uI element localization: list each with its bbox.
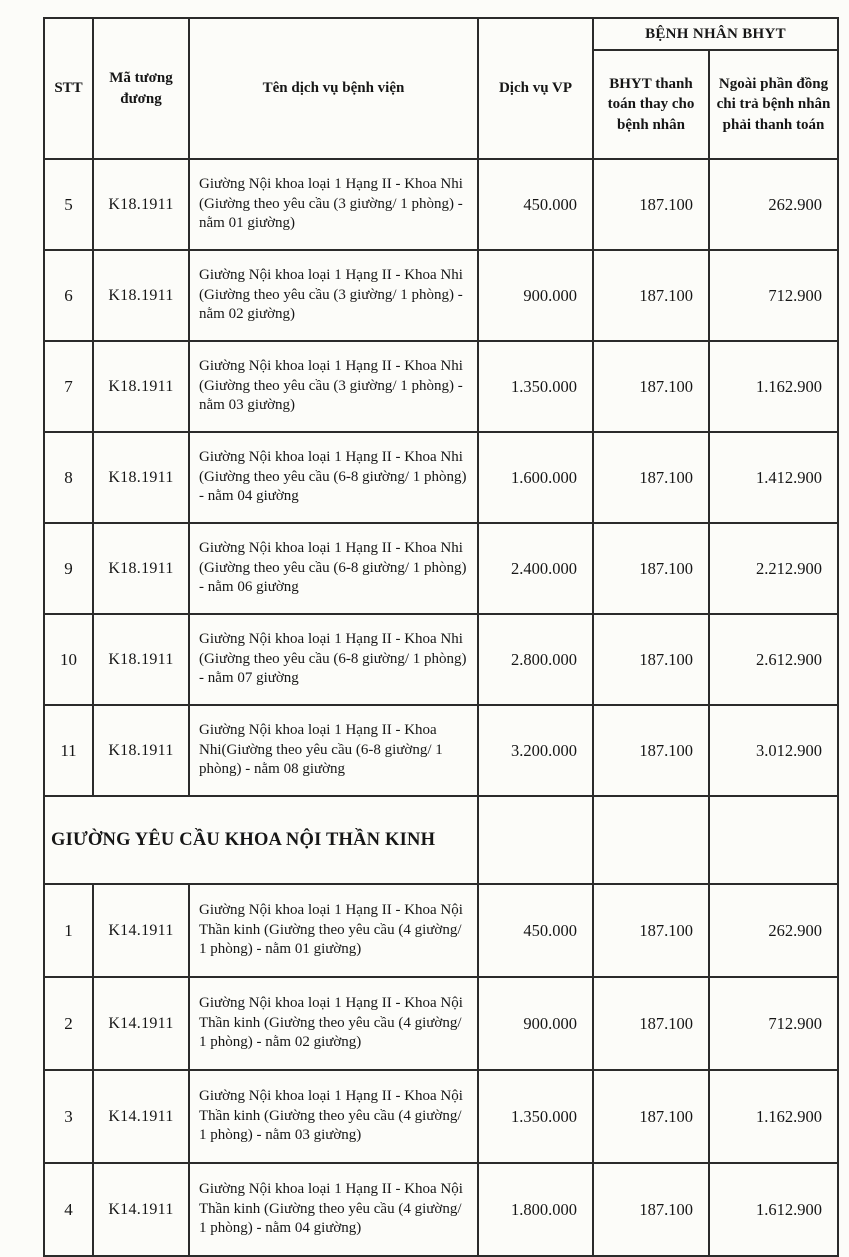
row-stt: 10 bbox=[44, 614, 93, 705]
row-price-bhyt: 187.100 bbox=[593, 614, 709, 705]
row-price-bhyt: 187.100 bbox=[593, 884, 709, 977]
row-price-bhyt: 187.100 bbox=[593, 705, 709, 796]
row-price-patient: 712.900 bbox=[709, 250, 838, 341]
row-price-patient: 1.162.900 bbox=[709, 1070, 838, 1163]
row-price-vp: 1.600.000 bbox=[478, 432, 593, 523]
row-code: K18.1911 bbox=[93, 432, 189, 523]
row-stt: 2 bbox=[44, 977, 93, 1070]
table-header bbox=[44, 18, 838, 159]
row-price-vp: 1.800.000 bbox=[478, 1163, 593, 1256]
row-service-name: Giường Nội khoa loại 1 Hạng II - Khoa Nhi(Giường theo yêu cầu (6-8 giường/ 1 phòng) - nằm 08 giường bbox=[189, 705, 478, 796]
row-code: K18.1911 bbox=[93, 341, 189, 432]
row-service-name: Giường Nội khoa loại 1 Hạng II - Khoa Nhi (Giường theo yêu cầu (6-8 giường/ 1 phòng) - nằm 07 giường bbox=[189, 614, 478, 705]
row-code: K18.1911 bbox=[93, 523, 189, 614]
row-price-bhyt: 187.100 bbox=[593, 159, 709, 250]
table-row bbox=[44, 884, 838, 977]
header-stt: STT bbox=[44, 18, 93, 159]
row-stt: 1 bbox=[44, 884, 93, 977]
table-row bbox=[44, 250, 838, 341]
table-row bbox=[44, 523, 838, 614]
row-stt: 3 bbox=[44, 1070, 93, 1163]
header-bhyt-group: BỆNH NHÂN BHYT bbox=[593, 18, 838, 50]
header-patient-pays: Ngoài phần đồng chi trả bệnh nhân phải thanh toán bbox=[709, 50, 838, 159]
table-row bbox=[44, 977, 838, 1070]
table-row bbox=[44, 614, 838, 705]
row-price-patient: 262.900 bbox=[709, 159, 838, 250]
row-price-patient: 1.412.900 bbox=[709, 432, 838, 523]
header-bhyt-pays: BHYT thanh toán thay cho bệnh nhân bbox=[593, 50, 709, 159]
row-price-patient: 1.162.900 bbox=[709, 341, 838, 432]
table-row bbox=[44, 705, 838, 796]
row-price-patient: 2.212.900 bbox=[709, 523, 838, 614]
row-price-bhyt: 187.100 bbox=[593, 1070, 709, 1163]
row-code: K18.1911 bbox=[93, 705, 189, 796]
row-stt: 4 bbox=[44, 1163, 93, 1256]
row-price-bhyt: 187.100 bbox=[593, 523, 709, 614]
row-service-name: Giường Nội khoa loại 1 Hạng II - Khoa Nội Thần kinh (Giường theo yêu cầu (4 giường/ 1 phòng) - nằm 02 giường) bbox=[189, 977, 478, 1070]
row-price-vp: 2.400.000 bbox=[478, 523, 593, 614]
row-code: K18.1911 bbox=[93, 159, 189, 250]
row-code: K18.1911 bbox=[93, 250, 189, 341]
section-header-row bbox=[44, 796, 838, 884]
row-price-vp: 900.000 bbox=[478, 977, 593, 1070]
row-service-name: Giường Nội khoa loại 1 Hạng II - Khoa Nội Thần kinh (Giường theo yêu cầu (4 giường/ 1 phòng) - nằm 03 giường) bbox=[189, 1070, 478, 1163]
row-service-name: Giường Nội khoa loại 1 Hạng II - Khoa Nhi (Giường theo yêu cầu (6-8 giường/ 1 phòng) - nằm 04 giường bbox=[189, 432, 478, 523]
row-stt: 6 bbox=[44, 250, 93, 341]
row-code: K14.1911 bbox=[93, 1163, 189, 1256]
row-price-bhyt: 187.100 bbox=[593, 250, 709, 341]
row-code: K18.1911 bbox=[93, 614, 189, 705]
section-empty-cell bbox=[478, 796, 593, 884]
row-price-vp: 1.350.000 bbox=[478, 341, 593, 432]
section-empty-cell bbox=[709, 796, 838, 884]
row-code: K14.1911 bbox=[93, 977, 189, 1070]
table-row bbox=[44, 1070, 838, 1163]
row-price-bhyt: 187.100 bbox=[593, 1163, 709, 1256]
row-stt: 11 bbox=[44, 705, 93, 796]
row-service-name: Giường Nội khoa loại 1 Hạng II - Khoa Nhi (Giường theo yêu cầu (3 giường/ 1 phòng) - nằm 01 giường) bbox=[189, 159, 478, 250]
hospital-service-price-table bbox=[43, 17, 839, 1257]
header-code: Mã tương đương bbox=[93, 18, 189, 159]
row-price-vp: 900.000 bbox=[478, 250, 593, 341]
row-price-vp: 1.350.000 bbox=[478, 1070, 593, 1163]
row-price-bhyt: 187.100 bbox=[593, 977, 709, 1070]
row-price-patient: 262.900 bbox=[709, 884, 838, 977]
row-price-patient: 3.012.900 bbox=[709, 705, 838, 796]
row-service-name: Giường Nội khoa loại 1 Hạng II - Khoa Nhi (Giường theo yêu cầu (6-8 giường/ 1 phòng) - nằm 06 giường bbox=[189, 523, 478, 614]
row-price-vp: 450.000 bbox=[478, 159, 593, 250]
row-price-vp: 3.200.000 bbox=[478, 705, 593, 796]
row-price-bhyt: 187.100 bbox=[593, 341, 709, 432]
row-price-vp: 450.000 bbox=[478, 884, 593, 977]
table-row bbox=[44, 341, 838, 432]
row-service-name: Giường Nội khoa loại 1 Hạng II - Khoa Nội Thần kinh (Giường theo yêu cầu (4 giường/ 1 phòng) - nằm 01 giường) bbox=[189, 884, 478, 977]
row-code: K14.1911 bbox=[93, 1070, 189, 1163]
header-price-vp: Dịch vụ VP bbox=[478, 18, 593, 159]
row-service-name: Giường Nội khoa loại 1 Hạng II - Khoa Nhi (Giường theo yêu cầu (3 giường/ 1 phòng) - nằm 03 giường) bbox=[189, 341, 478, 432]
table-row bbox=[44, 1163, 838, 1256]
row-price-patient: 1.612.900 bbox=[709, 1163, 838, 1256]
row-stt: 5 bbox=[44, 159, 93, 250]
row-stt: 8 bbox=[44, 432, 93, 523]
row-price-patient: 712.900 bbox=[709, 977, 838, 1070]
table-row bbox=[44, 159, 838, 250]
row-service-name: Giường Nội khoa loại 1 Hạng II - Khoa Nhi (Giường theo yêu cầu (3 giường/ 1 phòng) - nằm 02 giường) bbox=[189, 250, 478, 341]
section-empty-cell bbox=[593, 796, 709, 884]
row-price-vp: 2.800.000 bbox=[478, 614, 593, 705]
row-service-name: Giường Nội khoa loại 1 Hạng II - Khoa Nội Thần kinh (Giường theo yêu cầu (4 giường/ 1 phòng) - nằm 04 giường) bbox=[189, 1163, 478, 1256]
row-price-bhyt: 187.100 bbox=[593, 432, 709, 523]
row-price-patient: 2.612.900 bbox=[709, 614, 838, 705]
table-row bbox=[44, 432, 838, 523]
section-title: GIƯỜNG YÊU CẦU KHOA NỘI THẦN KINH bbox=[44, 796, 478, 884]
row-code: K14.1911 bbox=[93, 884, 189, 977]
row-stt: 9 bbox=[44, 523, 93, 614]
row-stt: 7 bbox=[44, 341, 93, 432]
header-service-name: Tên dịch vụ bệnh viện bbox=[189, 18, 478, 159]
